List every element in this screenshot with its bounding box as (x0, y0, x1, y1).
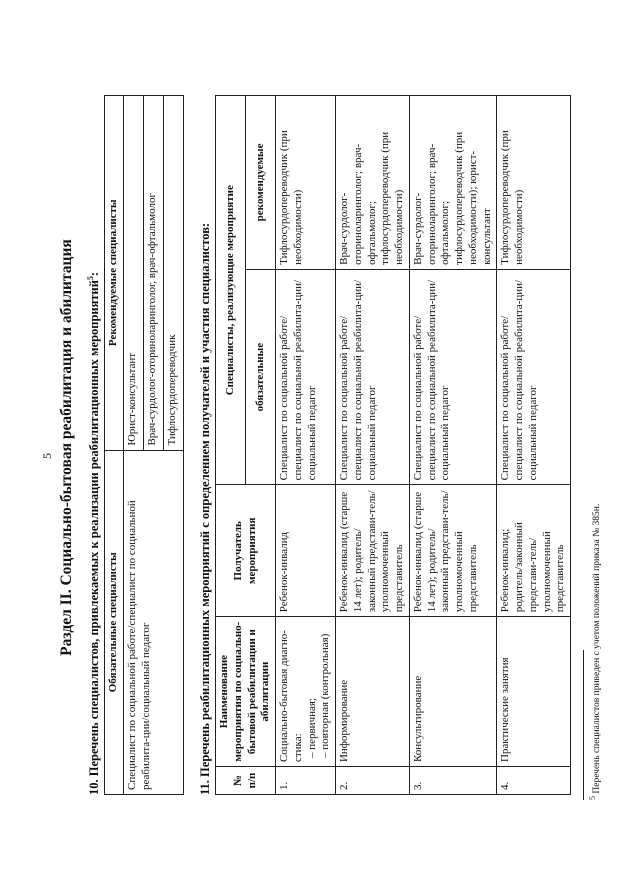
recommended-specialist-cell: Тифлосурдопереводчик (163, 96, 183, 451)
section-10-title-text: 10. Перечень специалистов, привлекаемых к реализации реабилитационных мероприятий (87, 280, 102, 795)
required-cell: Специалист по социальной работе/ специалист по социальной реабилита-ции/социальный педагог (409, 269, 497, 485)
specialists-group-header: Специалисты, реализующие мероприятие (216, 96, 246, 485)
measure-name-text: Социально-бытовая диагно-стика: (278, 630, 304, 763)
footnote (588, 504, 602, 800)
table-row (497, 96, 571, 795)
measure-name-column-header: Наименование мероприятия по социально-бытовой реабилитации и абилитации (216, 617, 276, 767)
measure-subitem: – повторная (контрольная) (319, 633, 332, 759)
footnote-mark: 5 (588, 796, 597, 800)
specialists-table (104, 95, 184, 795)
recommended-specialist-cell: Юрист-консультант (123, 96, 143, 451)
row-number: 1. (276, 767, 336, 795)
recipient-column-header: Получатель мероприятия (216, 485, 276, 617)
recommended-column-header: рекомендуемые (246, 96, 276, 270)
required-cell: Специалист по социальной работе/ специалист по социальной реабилита-ции/социальный педагог (276, 269, 336, 485)
measure-name (276, 617, 336, 767)
row-number: 4. (497, 767, 571, 795)
section-10-footnote-mark: 5 (86, 276, 95, 281)
required-column-header: обязательные (246, 269, 276, 485)
recipient-cell: Ребенок-инвалид (старше 14 лет); родитель/законный представи-тель/уполномоченный представитель (336, 485, 410, 617)
recommended-cell: Врач-сурдолог-оториноларинголог; врач-офтальмолог; тифлосурдопереводчик (при необходимости) (336, 96, 410, 270)
section-10-title (86, 272, 102, 795)
table-row (276, 96, 336, 795)
recommended-cell: Врач-сурдолог-оториноларинголог; врач-офтальмолог; тифлосурдопереводчик (при необходимости); юрист-консультант (409, 96, 497, 270)
recommended-cell: Тифлосурдопереводчик (при необходимости) (497, 96, 571, 270)
row-number: 2. (336, 767, 410, 795)
recommended-specialist-cell: Врач-сурдолог-оториноларинголог, врач-офтальмолог (143, 96, 163, 451)
required-cell: Специалист по социальной работе/ специалист по социальной реабилита-ции/социальный педагог (497, 269, 571, 485)
measure-name: Информирование (336, 617, 410, 767)
recipient-cell: Ребенок-инвалид (старше 14 лет); родитель/законный представи-тель/уполномоченный представитель (409, 485, 497, 617)
section-11-title: 11. Перечень реабилитационных мероприятий с определением получателей и участия специалистов: (198, 222, 212, 795)
number-column-header: № п/п (216, 767, 276, 795)
recipient-cell: Ребенок-инвалид (276, 485, 336, 617)
required-cell: Специалист по социальной работе/ специалист по социальной реабилита-ции/социальный педагог (336, 269, 410, 485)
section-heading: Раздел II. Социально-бытовая реабилитация и абилитация (58, 239, 75, 656)
required-specialists-cell: Специалист по социальной работе/специалист по социальной реабилита-ции/социальный педагог (123, 450, 183, 794)
table-row (123, 96, 143, 795)
measure-name: Практические занятия (497, 617, 571, 767)
footnote-text: Перечень специалистов приведен с учетом положений приказа № 385н. (592, 503, 603, 794)
recommended-specialists-header: Рекомендуемые специалисты (105, 96, 124, 451)
table-row (336, 96, 410, 795)
footnote-divider (583, 650, 584, 800)
table-row (409, 96, 497, 795)
required-specialists-header: Обязательные специалисты (105, 450, 124, 794)
recipient-cell: Ребенок-инвалид; родитель/законный представи-тель/уполномоченный представитель (497, 485, 571, 617)
measure-name: Консультирование (409, 617, 497, 767)
page-number: 5 (40, 453, 54, 459)
specialists-header-row (105, 96, 124, 795)
measure-subitem: – первичная; (305, 698, 318, 759)
section-10-title-end: : (87, 271, 102, 277)
measures-table (215, 95, 571, 795)
row-number: 3. (409, 767, 497, 795)
measures-header-row (216, 96, 246, 795)
recommended-cell: Тифлосурдопереводчик (при необходимости) (276, 96, 336, 270)
